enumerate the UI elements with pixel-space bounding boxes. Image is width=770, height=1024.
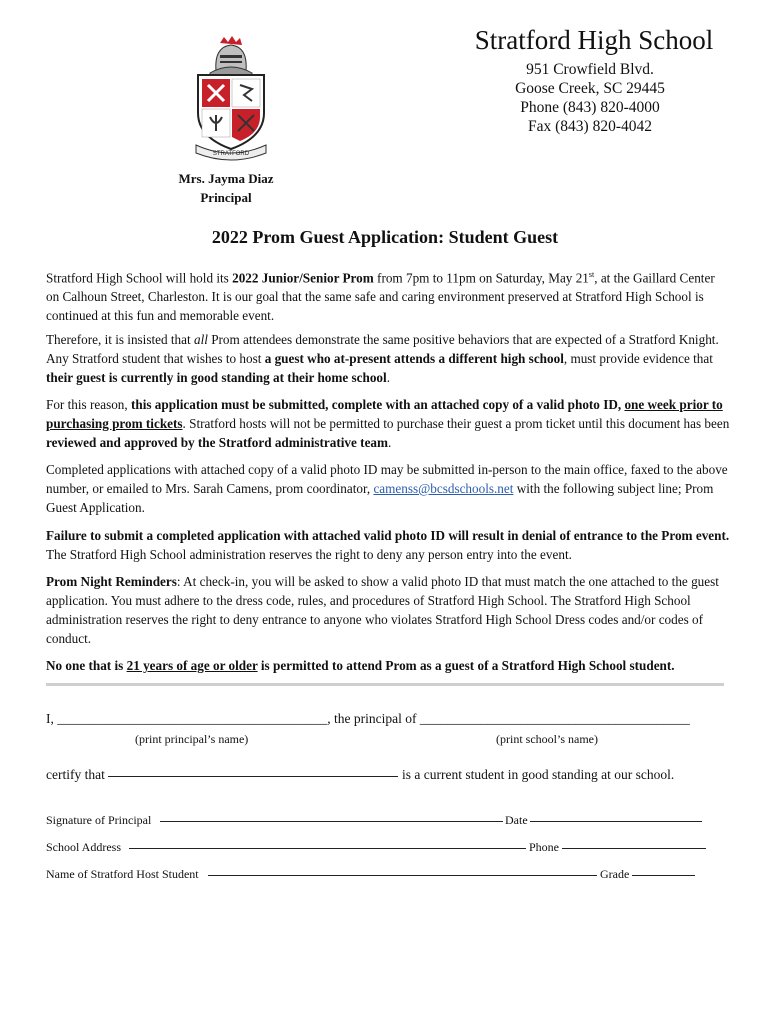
school-address-label: School Address (46, 840, 121, 854)
p3-bold-b: this application must be submitted, complete with an attached copy of a valid photo ID, (130, 397, 625, 412)
p7-bold-c: is permitted to attend Prom as a guest of a Stratford High School student. (257, 658, 675, 673)
behavior-paragraph (46, 330, 730, 387)
p7-age-limit: 21 years of age or older (126, 658, 258, 673)
school-name-caption: (print school’s name) (496, 732, 598, 746)
section-divider (46, 683, 724, 686)
p2-text-b: Prom attendees demonstrate the same positive behaviors that are expected of a Stratford Knight. Any Stratford student that wishes to host (46, 332, 719, 366)
p3-text-d: . Stratford hosts will not be permitted to purchase their guest a prom ticket until this document has been (182, 416, 730, 431)
school-address-field[interactable] (129, 848, 526, 849)
p7-bold-a: No one that is (46, 658, 127, 673)
age-paragraph (46, 656, 730, 675)
line1-prefix: I, (46, 711, 58, 726)
phone-label: Phone (529, 840, 559, 854)
p1-text-c: from 7pm to 11pm on Saturday, May 21 (373, 270, 589, 286)
p1-sup: st (588, 270, 595, 279)
host-student-label: Name of Stratford Host Student (46, 867, 199, 881)
p2-text-f: . (386, 370, 390, 385)
grade-field[interactable] (632, 875, 695, 876)
student-name-field[interactable] (108, 776, 398, 777)
certify-prefix: certify that (46, 767, 105, 782)
p4-text-b: with the following subject line; Prom Guest Application. (46, 481, 714, 515)
line1-mid: , the principal of (327, 711, 420, 726)
coordinator-email-link[interactable]: camenss@bcsdschools.net (373, 481, 514, 496)
certify-suffix: is a current student in good standing at our school. (402, 767, 675, 782)
principal-statement-line (46, 711, 690, 727)
p5-text-b: The Stratford High School administration reserves the right to deny any person entry into the event. (46, 547, 572, 562)
delivery-paragraph (46, 460, 730, 517)
p6-heading: Prom Night Reminders (46, 574, 177, 589)
p1-prom-name: 2022 Junior/Senior Prom (232, 270, 374, 286)
submission-paragraph (46, 395, 730, 452)
signature-label: Signature of Principal (46, 813, 152, 827)
fax-number: Fax (843) 820-4042 (528, 118, 652, 135)
principal-title: Principal (200, 190, 252, 205)
school-name-field[interactable]: ________________________________________ (419, 711, 690, 726)
p2-italic: all (193, 332, 208, 347)
school-crest-logo (190, 33, 272, 163)
p2-bold-c: a guest who at-present attends a different high school (264, 351, 564, 366)
shield-icon (198, 75, 264, 149)
principal-name-caption: (print principal’s name) (135, 732, 249, 746)
date-label: Date (505, 813, 528, 827)
principal-name: Mrs. Jayma Diaz (178, 171, 274, 186)
signature-field[interactable] (160, 821, 503, 822)
p3-deadline: one week prior to purchasing prom tickets (46, 397, 723, 431)
address-line-1: 951 Crowfield Blvd. (526, 61, 654, 78)
crest-banner-text: STRATFORD (212, 151, 250, 157)
phone-number: Phone (843) 820-4000 (520, 99, 660, 116)
reminders-paragraph (46, 572, 730, 648)
school-name: Stratford High School (474, 25, 714, 55)
p1-text-a: Stratford High School will hold its (46, 270, 233, 286)
p2-bold-e: their guest is currently in good standing at their home school (46, 370, 387, 385)
knight-helmet-icon (210, 36, 252, 77)
principal-name-field[interactable]: ________________________________________ (57, 711, 328, 726)
p2-text-a: Therefore, it is insisted that (46, 332, 194, 347)
p6-text-b: : At check-in, you will be asked to show a valid photo ID that must match the one attached to the guest application. You must adhere to the dress code, rules, and procedures of Stratford High School. The Stratford High School administration reserves the right to deny entrance to anyone who violates Stratford High School Dress codes and/or codes of conduct. (46, 574, 719, 646)
p2-text-d: , must provide evidence that (563, 351, 713, 366)
address-line-2: Goose Creek, SC 29445 (515, 80, 665, 97)
p3-text-a: For this reason, (46, 397, 131, 412)
denial-paragraph (46, 526, 730, 564)
page-title: 2022 Prom Guest Application: Student Guest (211, 227, 559, 247)
p5-bold-a: Failure to submit a completed application with attached valid photo ID will result in denial of entrance to the Prom event. (46, 528, 730, 543)
date-field[interactable] (530, 821, 702, 822)
intro-paragraph (46, 265, 730, 325)
grade-label: Grade (600, 867, 630, 881)
phone-field[interactable] (562, 848, 706, 849)
p3-bold-e: reviewed and approved by the Stratford administrative team (46, 435, 388, 450)
p1-text-d: , at the Gaillard Center on Calhoun Street, Charleston. It is our goal that the same safe and caring environment preserved at Stratford High School is continued at this fun and memorable event. (46, 270, 715, 324)
p4-text-a: Completed applications with attached copy of a valid photo ID may be submitted in-person to the main office, faxed to the above number, or emailed to Mrs. Sarah Camens, prom coordinator, (46, 462, 728, 496)
host-student-field[interactable] (208, 875, 597, 876)
p3-text-f: . (388, 435, 392, 450)
